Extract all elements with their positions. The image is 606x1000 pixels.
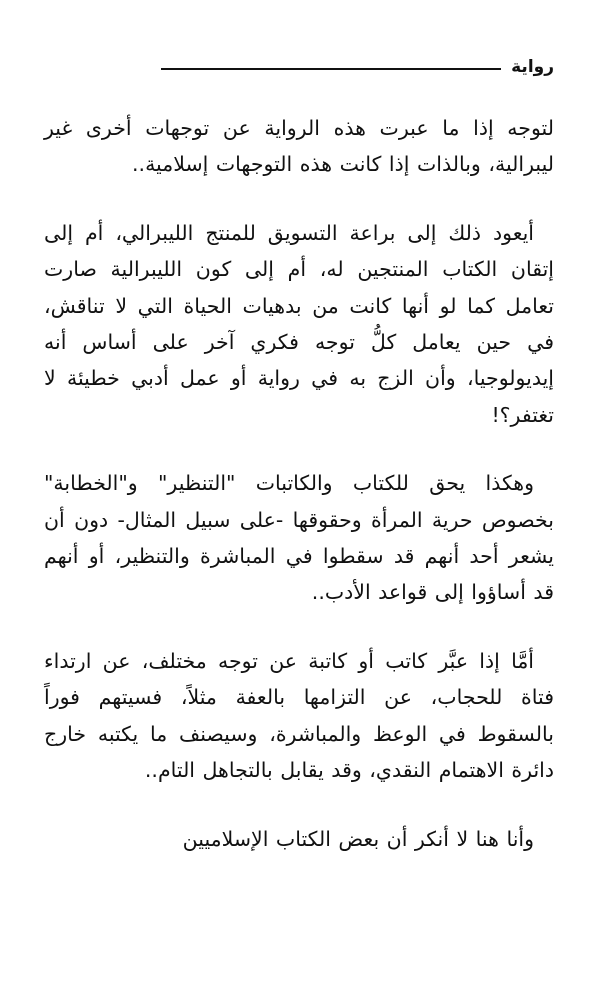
- paragraph: وهكذا يحق للكتاب والكاتبات "التنظير" و"الخطابة" بخصوص حرية المرأة وحقوقها -على سبيل المثال- دون أن يشعر أحد أنهم قد سقطوا في المباشرة والتنظير، أو أنهم قد أساؤوا إلى قواعد الأدب..: [44, 471, 554, 605]
- running-header: [49, 52, 554, 82]
- paragraph: أمَّا إذا عبَّر كاتب أو كاتبة عن توجه مختلف، عن ارتداء فتاة للحجاب، عن التزامها بالعفة مثلاً، فسيتهم فوراً بالسقوط في الوعظ والمباشرة، وسيصنف ما يكتبه خارج دائرة الاهتمام النقدي، وقد يقابل بالتجاهل التام..: [44, 648, 554, 783]
- paragraph: لتوجه إذا ما عبرت هذه الرواية عن توجهات أخرى غير ليبرالية، وبالذات إذا كانت هذه التوجهات إسلامية..: [44, 116, 554, 177]
- paragraph: أيعود ذلك إلى براعة التسويق للمنتج الليبرالي، أم إلى إتقان الكتاب المنتجين له، أم إلى كون الليبرالية صارت تعامل كما لو أنها كانت من بدهيات الحياة التي لا تناقش، في حين يعامل كلُّ توجه فكري آخر على أساس أنه إيديولوجيا، وأن الزج به في رواية أو عمل أدبي خطيئة لا تغتفر؟!: [44, 220, 554, 427]
- header-rule: [161, 68, 501, 70]
- page-body: [44, 110, 554, 889]
- paragraph: وأنا هنا لا أنكر أن بعض الكتاب الإسلاميين: [182, 826, 534, 851]
- running-header-title: رواية: [511, 57, 554, 77]
